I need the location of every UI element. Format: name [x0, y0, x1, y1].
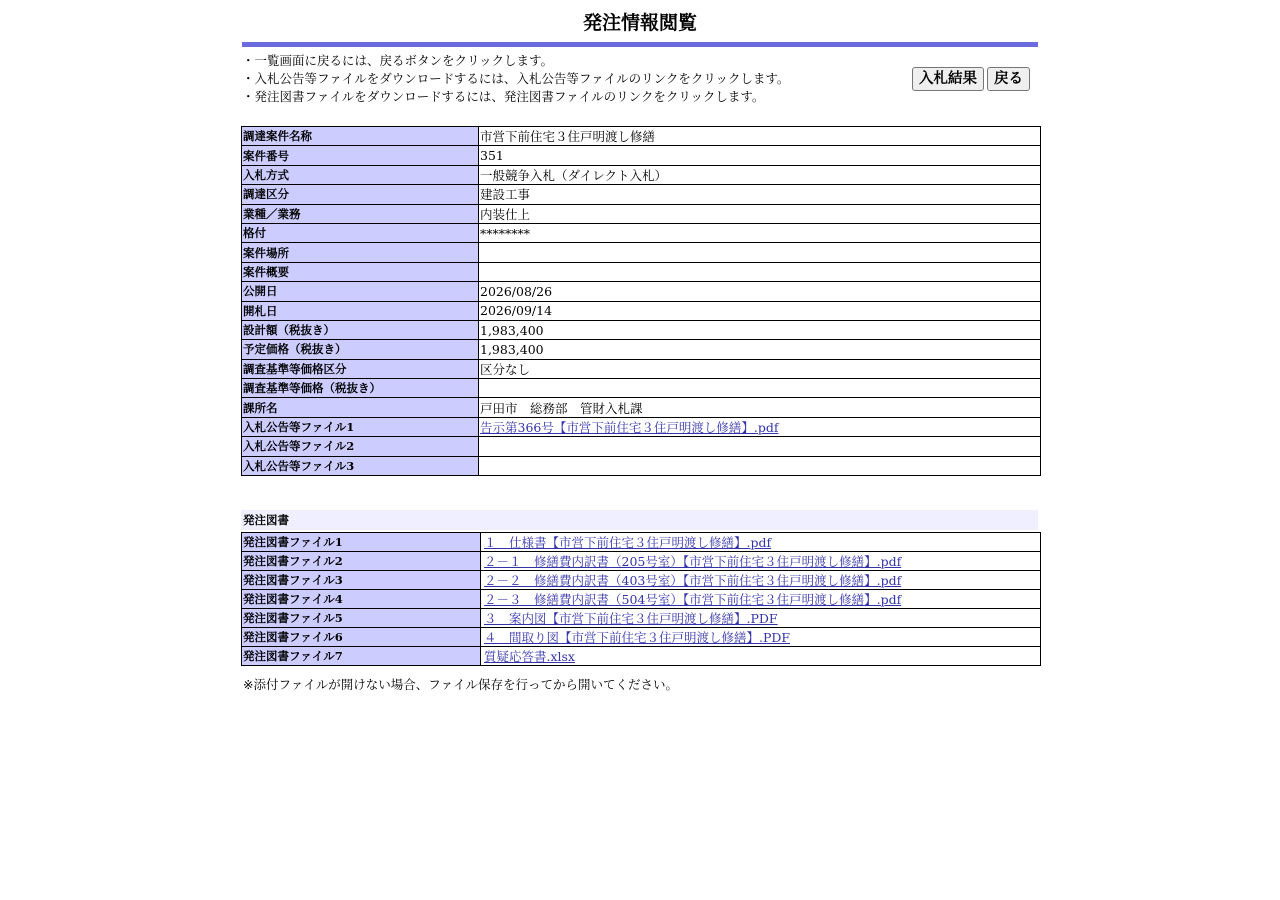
field-label: 格付 [242, 223, 479, 242]
field-value [479, 417, 1041, 436]
field-label: 入札公告等ファイル1 [242, 417, 479, 436]
field-value: 351 [479, 146, 1041, 165]
table-row [242, 223, 1041, 242]
field-label: 発注図書ファイル7 [242, 647, 481, 666]
table-row [242, 262, 1041, 281]
field-value [479, 437, 1041, 456]
field-label: 予定価格（税抜き） [242, 340, 479, 359]
field-value [479, 262, 1041, 281]
drawing-file-link-7[interactable]: 質疑応答書.xlsx [484, 649, 575, 664]
table-row [242, 628, 1041, 647]
field-value [481, 533, 1041, 552]
drawing-file-link-6[interactable]: ４ 間取り図【市営下前住宅３住戸明渡し修繕】.PDF [484, 630, 791, 645]
table-row [242, 398, 1041, 417]
table-row [242, 340, 1041, 359]
field-value: 市営下前住宅３住戸明渡し修繕 [479, 127, 1041, 146]
field-value: 区分なし [479, 359, 1041, 378]
drawings-table [241, 532, 1041, 666]
instruction-line: ・一覧画面に戻るには、戻るボタンをクリックします。 [242, 53, 554, 68]
field-value [479, 243, 1041, 262]
field-label: 設計額（税抜き） [242, 320, 479, 339]
field-value: 1,983,400 [479, 320, 1041, 339]
table-row [242, 282, 1041, 301]
field-value: 建設工事 [479, 185, 1041, 204]
bid-result-button[interactable]: 入札結果 [912, 67, 984, 91]
notice-file-link-1[interactable]: 告示第366号【市営下前住宅３住戸明渡し修繕】.pdf [480, 420, 779, 436]
instructions [242, 52, 789, 106]
field-value: 一般競争入札（ダイレクト入札） [479, 165, 1041, 184]
field-label: 発注図書ファイル2 [242, 552, 481, 571]
field-value: 2026/08/26 [479, 282, 1041, 301]
back-button[interactable]: 戻る [987, 67, 1030, 91]
drawing-file-link-3[interactable]: ２－２ 修繕費内訳書（403号室）【市営下前住宅３住戸明渡し修繕】.pdf [484, 573, 902, 588]
field-value: ******** [479, 223, 1041, 242]
drawing-file-link-4[interactable]: ２－３ 修繕費内訳書（504号室）【市営下前住宅３住戸明渡し修繕】.pdf [484, 592, 902, 607]
drawings-section-title: 発注図書 [241, 510, 1038, 530]
table-row [242, 590, 1041, 609]
field-label: 発注図書ファイル5 [242, 609, 481, 628]
field-label: 業種／業務 [242, 204, 479, 223]
field-label: 調達案件名称 [242, 127, 479, 146]
field-value [481, 609, 1041, 628]
instruction-line: ・入札公告等ファイルをダウンロードするには、入札公告等ファイルのリンクをクリックします。 [242, 71, 790, 86]
field-label: 案件概要 [242, 262, 479, 281]
field-value: 2026/09/14 [479, 301, 1041, 320]
attachment-note: ※添付ファイルが開けない場合、ファイル保存を行ってから開いてください。 [243, 677, 678, 692]
field-label: 発注図書ファイル4 [242, 590, 481, 609]
field-value [479, 379, 1041, 398]
field-value: 内装仕上 [479, 204, 1041, 223]
table-row [242, 243, 1041, 262]
table-row [242, 146, 1041, 165]
field-label: 発注図書ファイル3 [242, 571, 481, 590]
field-value [481, 647, 1041, 666]
title-divider [242, 42, 1038, 47]
field-value [481, 590, 1041, 609]
table-row [242, 437, 1041, 456]
table-row [242, 359, 1041, 378]
table-row [242, 165, 1041, 184]
field-label: 課所名 [242, 398, 479, 417]
button-group [912, 67, 1030, 91]
field-label: 案件番号 [242, 146, 479, 165]
field-value [481, 628, 1041, 647]
table-row [242, 379, 1041, 398]
table-row [242, 647, 1041, 666]
page-title: 発注情報閲覧 [582, 12, 697, 34]
drawing-file-link-2[interactable]: ２－１ 修繕費内訳書（205号室）【市営下前住宅３住戸明渡し修繕】.pdf [484, 554, 902, 569]
table-row [242, 609, 1041, 628]
field-label: 入札公告等ファイル2 [242, 437, 479, 456]
table-row [242, 185, 1041, 204]
field-label: 調査基準等価格（税抜き） [242, 379, 479, 398]
instruction-line: ・発注図書ファイルをダウンロードするには、発注図書ファイルのリンクをクリックします。 [242, 89, 765, 104]
drawing-file-link-1[interactable]: １ 仕様書【市営下前住宅３住戸明渡し修繕】.pdf [484, 535, 772, 550]
field-label: 案件場所 [242, 243, 479, 262]
field-value [481, 571, 1041, 590]
field-label: 調査基準等価格区分 [242, 359, 479, 378]
field-value: 1,983,400 [479, 340, 1041, 359]
field-label: 発注図書ファイル6 [242, 628, 481, 647]
field-value [481, 552, 1041, 571]
table-row [242, 301, 1041, 320]
table-row [242, 533, 1041, 552]
field-label: 入札公告等ファイル3 [242, 456, 479, 475]
case-info-table [241, 126, 1041, 476]
field-value: 戸田市 総務部 管財入札課 [479, 398, 1041, 417]
table-row [242, 127, 1041, 146]
field-label: 開札日 [242, 301, 479, 320]
field-label: 調達区分 [242, 185, 479, 204]
field-label: 公開日 [242, 282, 479, 301]
drawing-file-link-5[interactable]: ３ 案内図【市営下前住宅３住戸明渡し修繕】.PDF [484, 611, 778, 626]
table-row [242, 204, 1041, 223]
table-row [242, 552, 1041, 571]
field-value [479, 456, 1041, 475]
field-label: 発注図書ファイル1 [242, 533, 481, 552]
table-row [242, 571, 1041, 590]
table-row [242, 320, 1041, 339]
table-row [242, 456, 1041, 475]
table-row [242, 417, 1041, 436]
field-label: 入札方式 [242, 165, 479, 184]
